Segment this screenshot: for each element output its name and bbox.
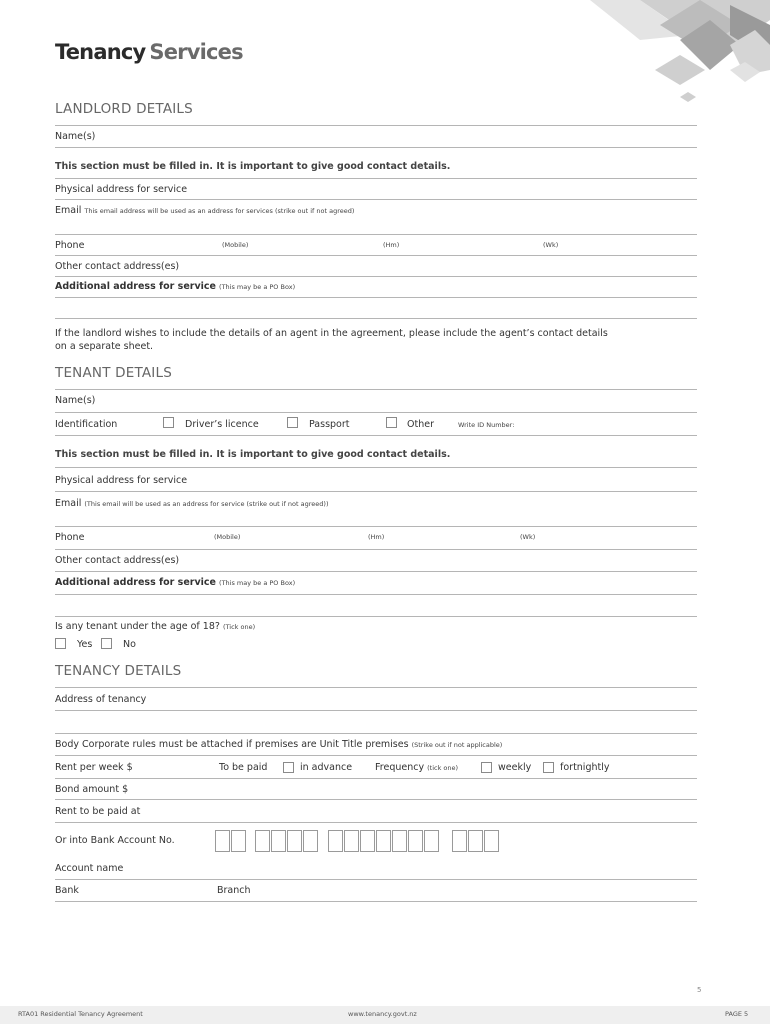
logo-text-services: Services [149,40,243,64]
tenant-email-note: (This email will be used as an address for service (strike out if not agreed)) [84,500,329,508]
tenant-additional-address-label [55,577,295,588]
tenant-wk-label: (Wk) [520,533,536,541]
landlord-additional-address-field[interactable] [55,297,697,298]
under-18-question [55,621,255,632]
landlord-names-field[interactable] [55,147,697,148]
passport-label: Passport [309,419,350,430]
to-be-paid-label: To be paid [219,762,268,773]
bank-digit-box[interactable] [231,830,246,852]
under-18-tick-note: (Tick one) [222,623,256,631]
tenant-physical-address-label: Physical address for service [55,475,188,486]
under-18-no-checkbox[interactable] [101,638,112,649]
tenant-physical-address-field[interactable] [55,491,697,492]
rent-paid-at-label: Rent to be paid at [55,806,141,817]
bank-label: Bank [55,885,79,896]
divider [55,389,697,390]
landlord-mobile-label: (Mobile) [222,241,249,249]
branch-digit-box[interactable] [271,830,286,852]
bank-account-label: Or into Bank Account No. [55,835,175,846]
tenant-additional-address-note: (This may be a PO Box) [219,579,296,587]
tenant-hm-label: (Hm) [368,533,385,541]
tenant-phone-label: Phone [55,532,85,543]
tenant-names-field[interactable] [55,412,697,413]
landlord-additional-address-note: (This may be a PO Box) [219,283,296,291]
drivers-licence-checkbox[interactable] [163,417,174,428]
tenant-identification-label: Identification [55,419,118,430]
branch-digit-box[interactable] [255,830,270,852]
landlord-additional-address-text: Additional address for service [55,281,216,292]
agent-note-line2: on a separate sheet. [55,341,154,352]
landlord-notice: This section must be filled in. It is important to give good contact details. [55,161,451,172]
branch-label: Branch [217,885,251,896]
divider [55,778,697,779]
branch-digit-box[interactable] [303,830,318,852]
landlord-other-contact-label: Other contact address(es) [55,261,180,272]
page-number: 5 [697,986,702,994]
divider [55,687,697,688]
tenant-additional-address-text: Additional address for service [55,577,216,588]
branch-digit-box[interactable] [287,830,302,852]
under-18-text: Is any tenant under the age of 18? [55,621,220,632]
frequency-label [375,762,458,773]
under-18-yes-label: Yes [77,639,93,650]
landlord-additional-address-field-2[interactable] [55,318,697,319]
fortnightly-label: fortnightly [560,762,610,773]
landlord-phone-label: Phone [55,240,85,251]
tenant-email-label [55,498,328,509]
body-corporate-note: (Strike out if not applicable) [411,741,503,749]
passport-checkbox[interactable] [287,417,298,428]
tenancy-section-heading: TENANCY DETAILS [55,663,182,679]
rent-paid-at-field[interactable] [55,822,697,823]
rent-per-week-label: Rent per week $ [55,762,133,773]
frequency-text: Frequency [375,762,425,773]
bank-digit-box[interactable] [215,830,230,852]
landlord-email-field[interactable] [55,234,697,235]
account-name-field[interactable] [55,879,697,880]
tenant-other-contact-label: Other contact address(es) [55,555,180,566]
logo-text-tenancy: Tenancy [55,40,146,64]
tenant-section-heading: TENANT DETAILS [55,365,172,381]
tenant-other-contact-field[interactable] [55,571,697,572]
tenant-mobile-label: (Mobile) [214,533,241,541]
landlord-phone-field[interactable] [55,255,697,256]
suffix-digit-box[interactable] [452,830,467,852]
suffix-digit-box[interactable] [468,830,483,852]
footer-website: www.tenancy.govt.nz [348,1010,417,1018]
account-digit-box[interactable] [344,830,359,852]
bank-branch-field[interactable] [55,901,697,902]
suffix-digit-box[interactable] [484,830,499,852]
under-18-yes-checkbox[interactable] [55,638,66,649]
landlord-section-heading: LANDLORD DETAILS [55,101,193,117]
landlord-additional-address-label [55,281,295,292]
account-digit-box[interactable] [408,830,423,852]
body-corporate-label [55,739,502,750]
tenancy-address-field[interactable] [55,710,697,711]
divider [55,755,697,756]
tenant-notice: This section must be filled in. It is important to give good contact details. [55,449,451,460]
landlord-wk-label: (Wk) [543,241,559,249]
other-id-checkbox[interactable] [386,417,397,428]
write-id-number-label: Write ID Number: [458,421,515,429]
tenant-names-label: Name(s) [55,395,96,406]
footer-page-label: PAGE 5 [725,1010,749,1018]
weekly-label: weekly [498,762,532,773]
landlord-email-text: Email [55,205,82,216]
landlord-hm-label: (Hm) [383,241,400,249]
footer-document-name: RTA01 Residential Tenancy Agreement [18,1010,143,1018]
tenant-identification-field[interactable] [55,435,697,436]
bond-amount-label: Bond amount $ [55,784,129,795]
drivers-licence-label: Driver’s licence [185,419,259,430]
tenant-additional-address-field[interactable] [55,594,697,595]
in-advance-label: in advance [300,762,353,773]
account-name-label: Account name [55,863,124,874]
tenant-additional-address-field-2[interactable] [55,616,697,617]
landlord-physical-address-label: Physical address for service [55,184,188,195]
tenant-email-field[interactable] [55,526,697,527]
weekly-checkbox[interactable] [481,762,492,773]
landlord-email-note: This email address will be used as an address for services (strike out if not agreed) [84,207,355,215]
account-digit-box[interactable] [328,830,343,852]
fortnightly-checkbox[interactable] [543,762,554,773]
tenancy-services-logo [55,40,243,64]
tenancy-address-field-2[interactable] [55,733,697,734]
divider [55,178,697,179]
account-digit-box[interactable] [392,830,407,852]
account-digit-box[interactable] [376,830,391,852]
divider [55,467,697,468]
decorative-diamond-pattern [580,0,770,110]
account-digit-box[interactable] [424,830,439,852]
other-id-label: Other [407,419,434,430]
account-digit-box[interactable] [360,830,375,852]
landlord-email-label [55,205,354,216]
agent-note-line1: If the landlord wishes to include the details of an agent in the agreement, please include the agent’s contact details [55,328,608,339]
bond-amount-field[interactable] [55,799,697,800]
tenancy-address-label: Address of tenancy [55,694,147,705]
in-advance-checkbox[interactable] [283,762,294,773]
tenant-email-text: Email [55,498,82,509]
frequency-tick-note: (tick one) [427,764,459,772]
tenant-phone-field[interactable] [55,549,697,550]
under-18-no-label: No [123,639,136,650]
landlord-physical-address-field[interactable] [55,199,697,200]
landlord-other-contact-field[interactable] [55,276,697,277]
landlord-names-label: Name(s) [55,131,96,142]
body-corporate-text: Body Corporate rules must be attached if premises are Unit Title premises [55,739,409,750]
divider [55,125,697,126]
